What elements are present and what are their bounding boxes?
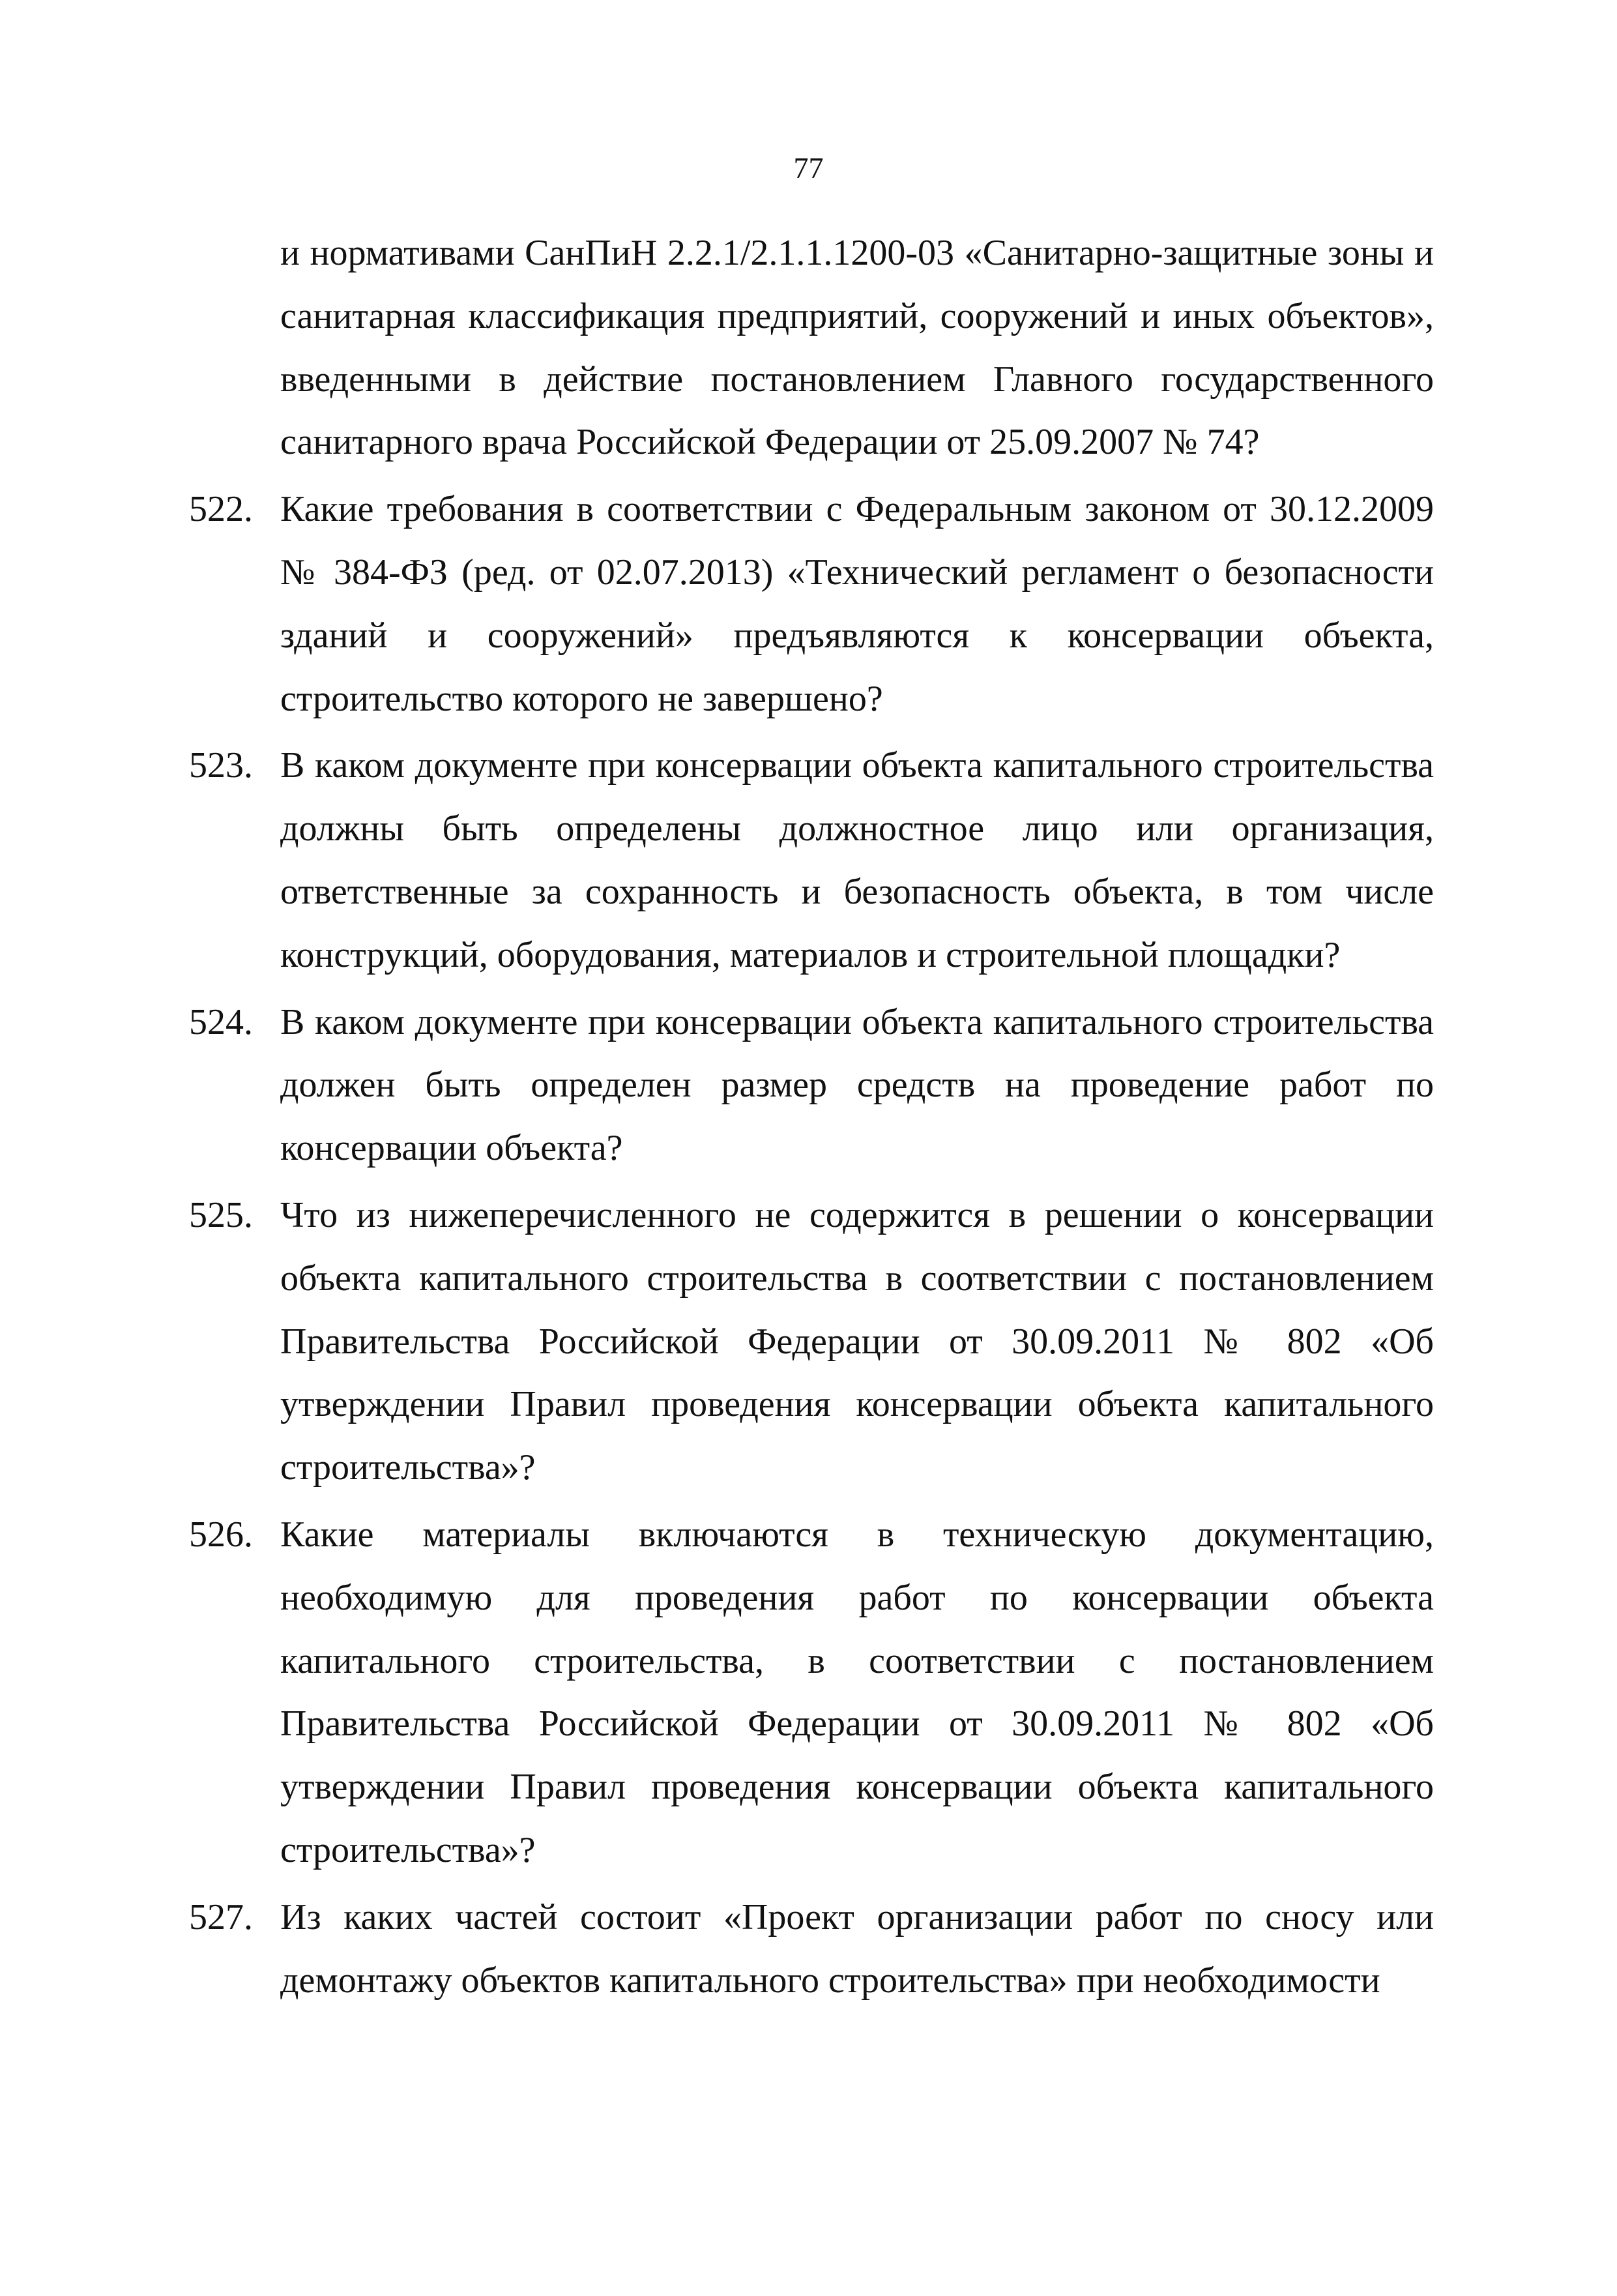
item-number: 525.	[189, 1194, 253, 1235]
document-body	[189, 222, 1434, 2012]
item-text: Какие материалы включаются в техническую документацию, необходимую для проведения работ по консервации объекта капитального строительства, в соответствии с постановлением Правительства Российской Федерации от 30.09.2011 № 802 «Об утверждении Правил проведения консервации объекта капитального строительства»?	[280, 1514, 1434, 1870]
item-number: 527.	[189, 1896, 253, 1937]
item-text: Какие требования в соответствии с Федеральным законом от 30.12.2009 № 384-ФЗ (ред. от 02.07.2013) «Технический регламент о безопасности зданий и сооружений» предъявляются к консервации объекта, строительство которого не завершено?	[280, 489, 1434, 719]
list-item	[189, 478, 1434, 730]
list-item	[189, 1184, 1434, 1499]
item-text: В каком документе при консервации объекта капитального строительства должен быть определен размер средств на проведение работ по консервации объекта?	[280, 1001, 1434, 1169]
item-number: 524.	[189, 1001, 253, 1042]
continuation-paragraph	[222, 222, 1434, 474]
item-number: 523.	[189, 745, 253, 786]
continuation-text: и нормативами СанПиН 2.2.1/2.1.1.1200-03 «Санитарно-защитные зоны и санитарная классификация предприятий, сооружений и иных объектов», введенными в действие постановлением Главного государственного санитарного врача Российской Федерации от 25.09.2007 № 74?	[280, 233, 1434, 463]
item-text: Что из нижеперечисленного не содержится в решении о консервации объекта капитального строительства в соответствии с постановлением Правительства Российской Федерации от 30.09.2011 № 802 «Об утверждении Правил проведения консервации объекта капитального строительства»?	[280, 1194, 1434, 1488]
item-number: 522.	[189, 489, 253, 530]
item-number: 526.	[189, 1514, 253, 1555]
list-item	[189, 991, 1434, 1180]
list-item	[189, 1503, 1434, 1882]
list-item	[189, 1886, 1434, 2012]
item-text: В каком документе при консервации объекта капитального строительства должны быть определены должностное лицо или организация, ответственные за сохранность и безопасность объекта, в том числе конструкций, оборудования, материалов и строительной площадки?	[280, 745, 1434, 975]
page-number: 77	[793, 151, 824, 184]
list-item	[189, 734, 1434, 986]
item-text: Из каких частей состоит «Проект организации работ по сносу или демонтажу объектов капитального строительства» при необходимости	[280, 1896, 1434, 2001]
